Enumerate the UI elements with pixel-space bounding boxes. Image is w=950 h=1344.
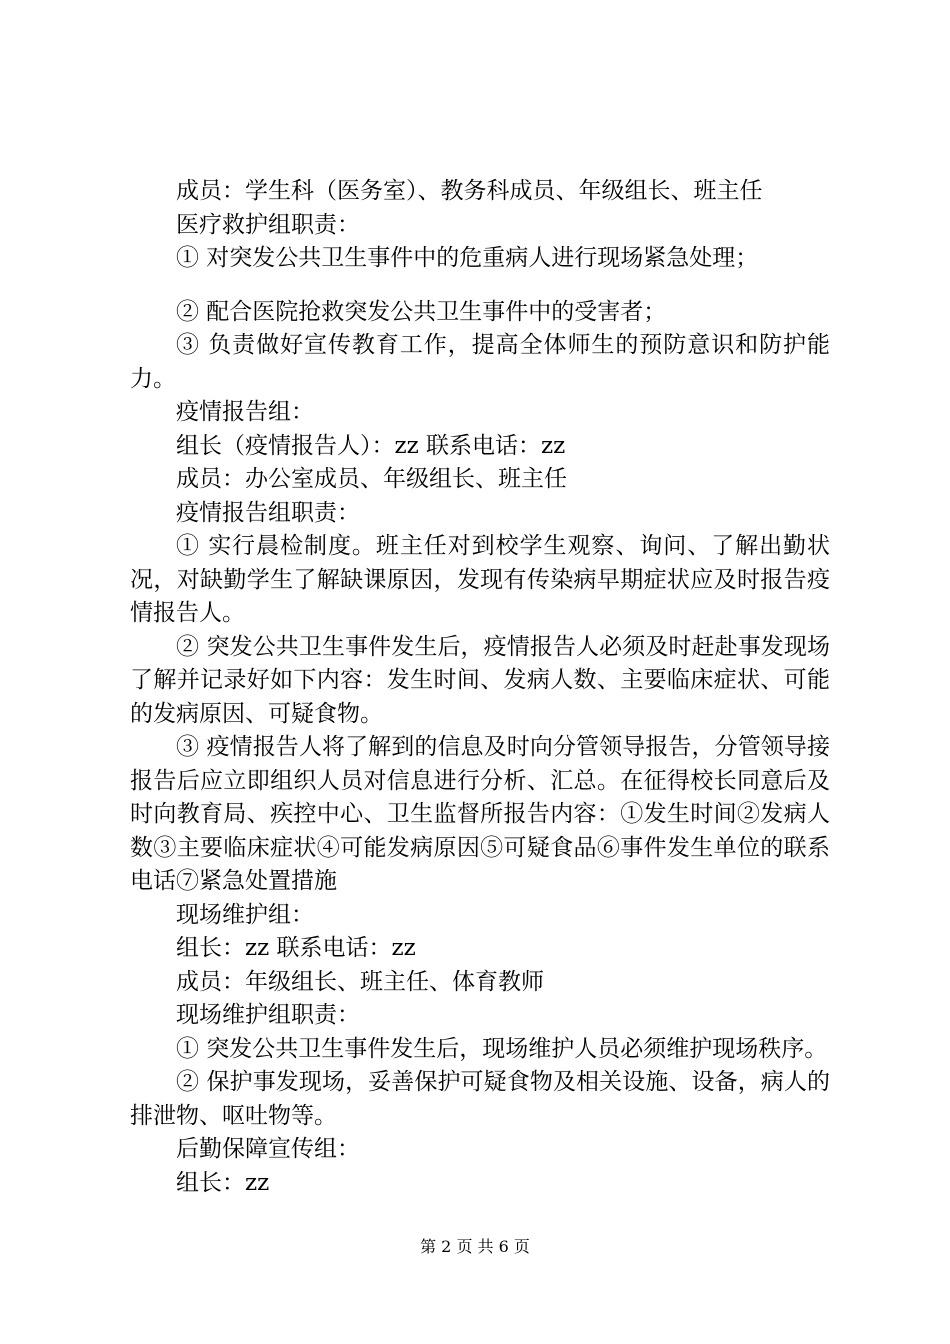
page-footer: 第 2 页 共 6 页 (420, 1237, 530, 1256)
paragraph-site-duty-1: ① 突发公共卫生事件发生后，现场维护人员必须维护现场秩序。 (176, 1035, 828, 1062)
paragraph-epidemic-members: 成员：办公室成员、年级组长、班主任 (176, 466, 567, 492)
heading-epidemic-duties: 疫情报告组职责： (176, 499, 360, 526)
paragraph-site-members: 成员：年级组长、班主任、体育教师 (176, 968, 544, 995)
paragraph-logistics-leader: 组长：zz (176, 1169, 270, 1196)
paragraph-epidemic-leader: 组长（疫情报告人）：zz 联系电话：zz (176, 432, 566, 459)
heading-medical-duties: 医疗救护组职责： (176, 211, 360, 238)
paragraph-epidemic-duty-2: ② 突发公共卫生事件发生后，疫情报告人必须及时赶赴事发现场了解并记录好如下内容：发生时间、发病人数、主要临床症状、可能的发病原因、可疑食物。 (130, 633, 830, 727)
heading-epidemic-report-group: 疫情报告组： (176, 399, 314, 425)
paragraph-epidemic-duty-3: ③ 疫情报告人将了解到的信息及时向分管领导报告，分管领导接报告后应立即组织人员对信息进行分析、汇总。在征得校长同意后及时向教育局、疾控中心、卫生监督所报告内容：①发生时间②发病人数③主要临床症状④可能发病原因⑤可疑食品⑥事件发生单位的联系电话⑦紧急处置措施 (130, 734, 830, 894)
heading-logistics-group: 后勤保障宣传组： (176, 1136, 360, 1162)
paragraph-medical-duty-3: ③ 负责做好宣传教育工作，提高全体师生的预防意识和防护能力。 (130, 332, 830, 392)
paragraph-medical-duty-1: ① 对突发公共卫生事件中的危重病人进行现场紧急处理； (176, 245, 759, 271)
document-body (130, 175, 830, 1200)
heading-site-maintenance-group: 现场维护组： (176, 901, 314, 928)
paragraph-site-duty-2: ② 保护事发现场，妥善保护可疑食物及相关设施、设备，病人的排泄物、呕吐物等。 (130, 1069, 830, 1129)
paragraph-medical-members: 成员：学生科（医务室）、教务科成员、年级组长、班主任 (176, 178, 763, 204)
blank-line (130, 276, 830, 296)
paragraph-epidemic-duty-1: ① 实行晨检制度。班主任对到校学生观察、询问、了解出勤状况，对缺勤学生了解缺课原因，发现有传染病早期症状应及时报告疫情报告人。 (130, 533, 830, 626)
paragraph-site-leader: 组长：zz 联系电话：zz (176, 935, 416, 961)
heading-site-duties: 现场维护组职责： (176, 1002, 360, 1028)
paragraph-medical-duty-2: ② 配合医院抢救突发公共卫生事件中的受害者； (176, 298, 667, 325)
